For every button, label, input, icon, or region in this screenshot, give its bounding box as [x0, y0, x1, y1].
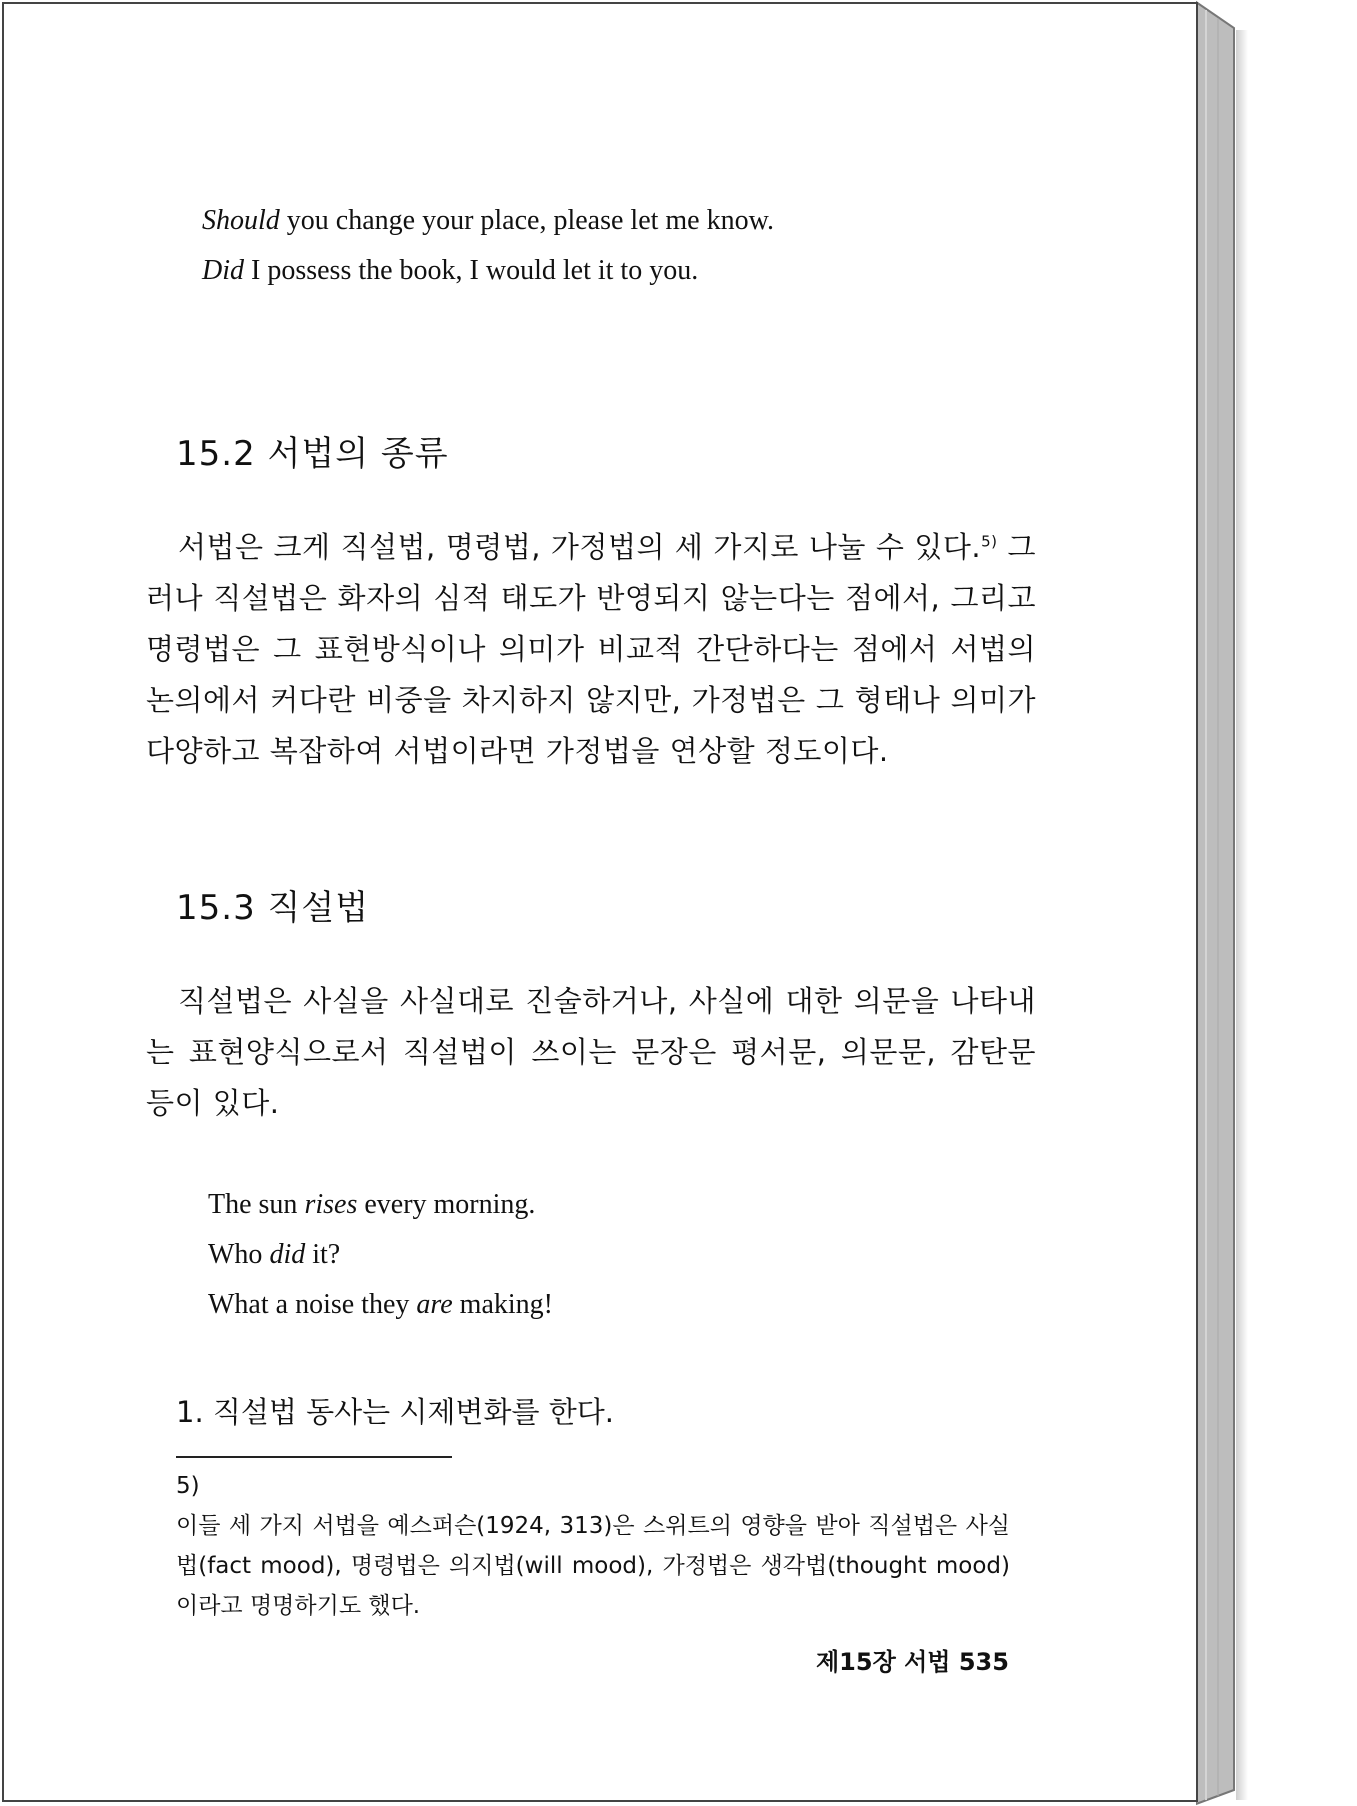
sentence-part: The sun	[208, 1189, 305, 1220]
section-heading-15-3: 15.3 직설법	[176, 888, 370, 928]
sentence-part: Who	[208, 1239, 270, 1270]
sentence-part: it?	[305, 1239, 341, 1270]
italic-word: Should	[202, 205, 280, 236]
paragraph-text-continued: 그러나 직설법은 화자의 심적 태도가 반영되지 않는다는 점에서, 그리고 명령법은 그 표현방식이나 의미가 비교적 간단하다는 점에서 서법의 논의에서 커다란 비중을 차지하지 않지만, 가정법은 그 형태나 의미가 다양하고 복잡하여 서법이라면 가정법을 연상할 정도이다.	[146, 530, 1036, 768]
section-15-3-paragraph	[146, 976, 1036, 1129]
footnote-number: 5)	[176, 1473, 200, 1499]
example-sentence-who	[208, 1230, 340, 1280]
paragraph-text: 서법은 크게 직설법, 명령법, 가정법의 세 가지로 나눌 수 있다.	[178, 530, 982, 564]
footnote-reference[interactable]: 5)	[981, 532, 998, 551]
sentence-part: making!	[452, 1289, 553, 1320]
running-footer-page-number: 제15장 서법 535	[816, 1648, 1009, 1676]
example-sentence-should	[202, 196, 774, 246]
example-sentence-sun	[208, 1180, 535, 1230]
italic-word: are	[416, 1289, 453, 1320]
footnote-text: 이들 세 가지 서법을 예스퍼슨(1924, 313)은 스위트의 영향을 받아 직설법은 사실법(fact mood), 명령법은 의지법(will mood), 가정법은 생각법(thought mood)이라고 명명하기도 했다.	[176, 1513, 1010, 1619]
section-heading-15-2: 15.2 서법의 종류	[176, 434, 449, 474]
example-sentence-noise	[208, 1280, 553, 1330]
page-stack-edge	[1196, 0, 1236, 1806]
sentence-rest: you change your place, please let me know.	[279, 205, 775, 236]
footnote	[176, 1466, 1036, 1626]
section-15-2-paragraph	[146, 522, 1036, 777]
sentence-rest: I possess the book, I would let it to you.	[244, 255, 699, 286]
page-shadow	[1236, 30, 1248, 1800]
italic-word: did	[269, 1239, 306, 1270]
footnote-divider	[176, 1456, 452, 1458]
book-page	[2, 2, 1198, 1802]
list-item-1: 1. 직설법 동사는 시제변화를 한다.	[176, 1395, 614, 1429]
sentence-part: What a noise they	[208, 1289, 417, 1320]
paragraph-text: 직설법은 사실을 사실대로 진술하거나, 사실에 대한 의문을 나타내는 표현양식으로서 직설법이 쓰이는 문장은 평서문, 의문문, 감탄문 등이 있다.	[146, 984, 1036, 1120]
sentence-part: every morning.	[357, 1189, 536, 1220]
italic-word: Did	[202, 255, 244, 286]
italic-word: rises	[304, 1189, 358, 1220]
example-sentence-did	[202, 246, 698, 296]
